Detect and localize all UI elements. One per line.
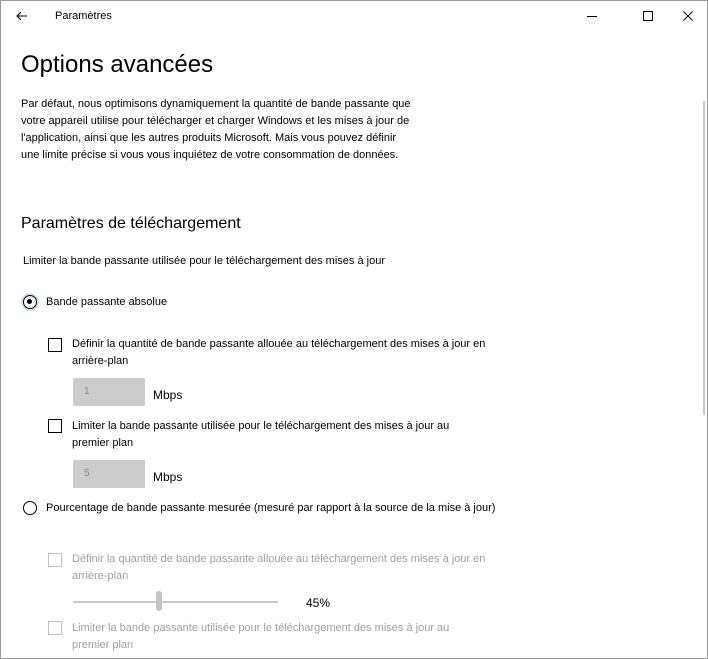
maximize-icon	[643, 11, 653, 21]
window-title: Paramètres	[55, 10, 112, 22]
scrollbar[interactable]	[703, 101, 705, 415]
percentage-bandwidth-radio[interactable]	[23, 501, 37, 515]
absolute-foreground-checkbox[interactable]	[48, 419, 62, 433]
absolute-background-label: Définir la quantité de bande passante allouée au téléchargement des mises à jour en arrière-plan	[72, 338, 486, 367]
minimize-button[interactable]	[569, 1, 615, 31]
percentage-background-label: Définir la quantité de bande passante allouée au téléchargement des mises à jour en arrière-plan	[72, 553, 486, 582]
percentage-foreground-checkbox[interactable]	[48, 621, 62, 635]
back-button[interactable]	[5, 1, 39, 31]
foreground-bandwidth-input[interactable]: 5	[73, 460, 145, 488]
page-title: Options avancées	[21, 51, 214, 78]
percentage-foreground-label: Limiter la bande passante utilisée pour le téléchargement des mises à jour au premier plan	[72, 622, 450, 651]
absolute-foreground-label: Limiter la bande passante utilisée pour le téléchargement des mises à jour au premier plan	[72, 420, 450, 449]
background-bandwidth-unit: Mbps	[153, 388, 183, 402]
radio-selected-dot	[27, 299, 32, 304]
absolute-bandwidth-label: Bande passante absolue	[46, 296, 168, 308]
background-percentage-slider-thumb[interactable]	[156, 591, 162, 611]
back-arrow-icon	[16, 11, 28, 21]
foreground-bandwidth-unit: Mbps	[153, 470, 183, 484]
title-bar	[1, 1, 707, 31]
minimize-icon	[587, 11, 597, 21]
background-bandwidth-input[interactable]: 1	[73, 378, 145, 406]
absolute-bandwidth-radio[interactable]	[23, 295, 37, 309]
page-description: Par défaut, nous optimisons dynamiquement la quantité de bande passante que votre appareil utilise pour télécharger et charger Windows et les mises à jour de l'application, ainsi que les autres produits Microsoft. Mais vous pouvez définir une limite précise si vous vous inquiétez de votre consommation de données.	[21, 98, 411, 161]
close-button[interactable]	[665, 1, 708, 31]
close-icon	[683, 11, 693, 21]
absolute-background-checkbox[interactable]	[48, 338, 62, 352]
background-percentage-slider-track[interactable]	[73, 601, 278, 603]
percentage-background-checkbox[interactable]	[48, 553, 62, 567]
percentage-bandwidth-label: Pourcentage de bande passante mesurée (mesuré par rapport à la source de la mise à jour)	[46, 502, 496, 514]
section-description: Limiter la bande passante utilisée pour le téléchargement des mises à jour	[23, 255, 385, 267]
section-title: Paramètres de téléchargement	[21, 215, 241, 232]
background-percentage-value: 45%	[306, 596, 331, 610]
